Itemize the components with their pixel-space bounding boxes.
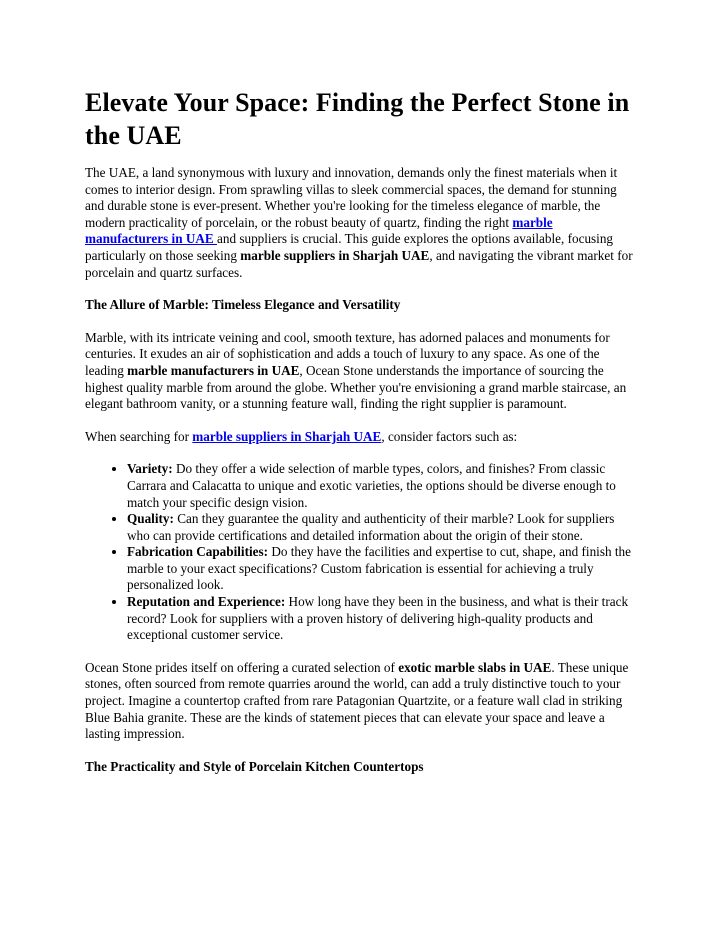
- closing-text-2: . These unique stones, often sourced from remote quarries around the world, can add a truly distinctive touch to your project. Imagine a countertop crafted from rare Patagonian Quartzite, or a feature wall clad in striking Blue Bahia granite. These are the kinds of statement pieces that can elevate your space and leave a lasting impression.: [85, 659, 629, 742]
- search-text-1: When searching for: [85, 428, 193, 444]
- intro-text-2: and suppliers is crucial. This guide explores the options available, focusing particularly on those seeking: [85, 231, 614, 263]
- marble-manufacturers-link[interactable]: marble manufacturers in UAE: [85, 214, 553, 247]
- marble-paragraph: [85, 330, 635, 413]
- intro-text-3: , and navigating the vibrant market for porcelain and quartz surfaces.: [85, 247, 633, 280]
- search-text-2: , consider factors such as:: [381, 428, 518, 444]
- document-page: [85, 86, 635, 791]
- marble-suppliers-sharjah-link[interactable]: marble suppliers in Sharjah UAE: [192, 428, 382, 444]
- closing-text-1: Ocean Stone prides itself on offering a curated selection of: [85, 659, 399, 675]
- search-paragraph: [85, 429, 635, 446]
- list-item: [127, 511, 635, 544]
- list-item: [127, 594, 635, 644]
- intro-text-1: The UAE, a land synonymous with luxury and innovation, demands only the finest materials when it comes to interior design. From sprawling villas to sleek commercial spaces, the demand for stunning and durable stone is ever-present. Whether you're looking for the timeless elegance of marble, the modern practicality of porcelain, or the robust beauty of quartz, finding the right: [85, 165, 618, 230]
- closing-paragraph: [85, 660, 635, 743]
- section-heading-marble: The Allure of Marble: Timeless Elegance and Versatility: [85, 297, 401, 313]
- intro-paragraph: [85, 165, 635, 281]
- marble-bold-manufacturers: marble manufacturers in UAE: [127, 362, 300, 378]
- list-item-label: Quality:: [127, 511, 174, 527]
- list-item: [127, 461, 635, 511]
- list-item-text: Can they guarantee the quality and authenticity of their marble? Look for suppliers who can provide certifications and detailed information about the origin of their stone.: [127, 511, 615, 543]
- list-item-label: Variety:: [127, 461, 173, 477]
- factors-list: [85, 461, 635, 644]
- list-item-label: Reputation and Experience:: [127, 594, 286, 610]
- list-item-text: Do they have the facilities and expertise to cut, shape, and finish the marble to your exact specifications? Custom fabrication is essential for achieving a truly personalized look.: [127, 544, 631, 593]
- list-item-label: Fabrication Capabilities:: [127, 544, 269, 560]
- closing-bold-exotic: exotic marble slabs in UAE: [398, 659, 552, 675]
- list-item-text: How long have they been in the business, and what is their track record? Look for suppliers with a proven history of delivering high-quality products and exceptional customer service.: [127, 594, 629, 643]
- list-item: [127, 544, 635, 594]
- section-heading-porcelain: The Practicality and Style of Porcelain Kitchen Countertops: [85, 758, 424, 774]
- list-item-text: Do they offer a wide selection of marble types, colors, and finishes? From classic Carrara and Calacatta to unique and exotic varieties, the options should be diverse enough to match your specific design vision.: [127, 461, 616, 510]
- page-title: Elevate Your Space: Finding the Perfect Stone in the UAE: [85, 88, 630, 150]
- intro-bold-sharjah: marble suppliers in Sharjah UAE: [240, 247, 430, 263]
- marble-text-2: , Ocean Stone understands the importance of sourcing the highest quality marble from around the globe. Whether you're envisioning a grand marble staircase, an elegant bathroom vanity, or a stunning feature wall, finding the right supplier is paramount.: [85, 362, 627, 412]
- marble-text-1: Marble, with its intricate veining and cool, smooth texture, has adorned palaces and monuments for centuries. It exudes an air of sophistication and adds a touch of luxury to any space. As one of the leading: [85, 329, 610, 378]
